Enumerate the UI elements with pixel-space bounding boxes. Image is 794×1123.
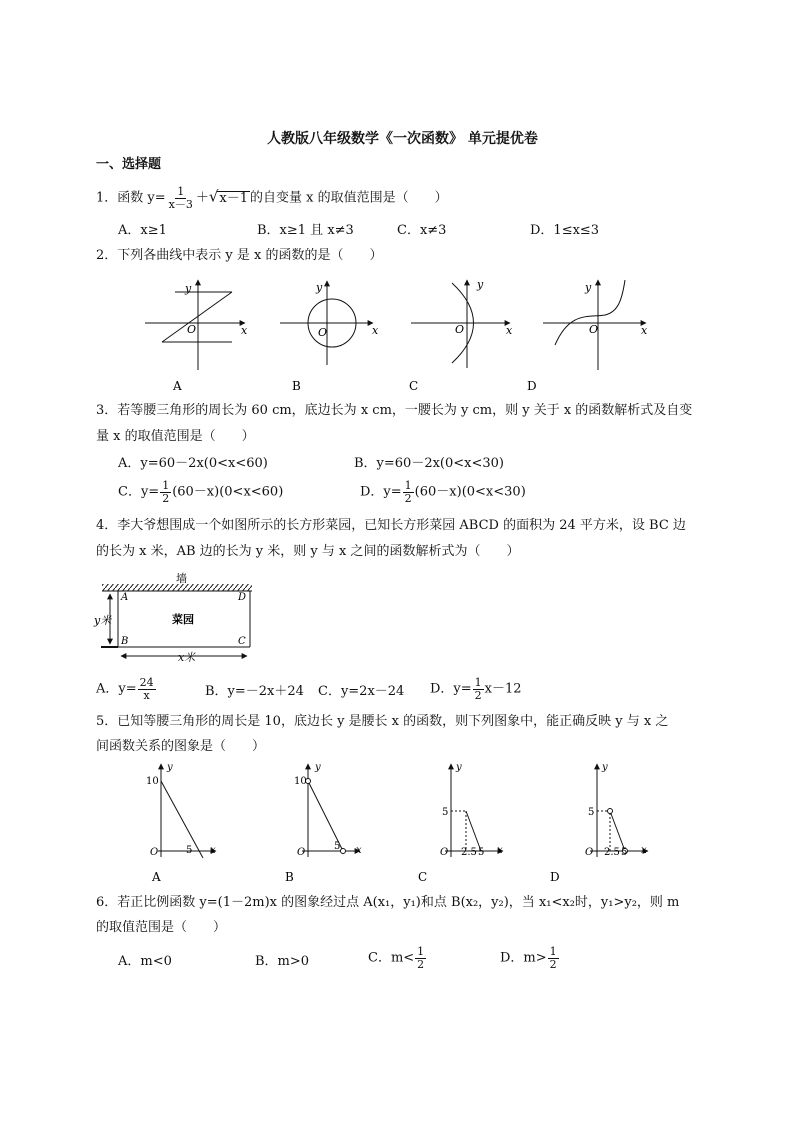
q5-b-axis-y: y bbox=[315, 762, 321, 773]
q5-d-axis-x: x bbox=[641, 845, 647, 856]
q5-label-a: A bbox=[152, 870, 161, 884]
q4-option-b: B．y=－2x＋24 bbox=[205, 684, 304, 699]
q5-d-tick-25: 2.5 bbox=[604, 847, 620, 858]
q5-a-origin: O bbox=[150, 847, 159, 858]
section-heading: 一、选择题 bbox=[96, 157, 162, 172]
q4-vertex-b: B bbox=[121, 636, 129, 647]
q6-option-c: C．m< $\frac{1}{2}$ bbox=[368, 945, 425, 971]
q5-b-tick-10: 10 bbox=[294, 776, 307, 787]
q2-d-axis-y: y bbox=[585, 281, 592, 294]
q4-vertex-d: D bbox=[238, 592, 247, 603]
q2-c-origin: O bbox=[455, 323, 465, 336]
q1-option-a: A．x≥1 bbox=[118, 223, 167, 238]
q3-option-d: D．y= $\frac{1}{2}$ (60－x)(0<x<30) bbox=[360, 479, 526, 505]
q4-option-a: A．y= $\frac{24}{x}$ bbox=[96, 676, 154, 702]
q1-option-b: B．x≥1 且 x≠3 bbox=[257, 223, 354, 238]
q6-line1: 6．若正比例函数 y=(1－2m)x 的图象经过点 A(x₁，y₁)和点 B(x₂，y₂)，当 x₁<x₂时，y₁>y₂，则 m bbox=[96, 895, 680, 910]
q5-c-axis-y: y bbox=[456, 762, 462, 773]
q4-option-c: C．y=2x－24 bbox=[318, 684, 405, 699]
q1-fraction: $\frac{1}{x-3}$ bbox=[168, 185, 193, 211]
q2-d-origin: O bbox=[589, 323, 599, 336]
q5-a-tick-5: 5 bbox=[186, 845, 193, 856]
q2-b-axis-y: y bbox=[316, 281, 323, 294]
q4-option-d: D．y= $\frac{1}{2}$ x－12 bbox=[430, 676, 522, 702]
q2-c-axis-y: y bbox=[477, 278, 484, 291]
q5-a-axis-y: y bbox=[167, 762, 173, 773]
q2-graph-b bbox=[280, 281, 373, 365]
q2-label-b: B bbox=[292, 379, 301, 393]
q6-line2: 的取值范围是（ ） bbox=[96, 920, 227, 935]
q2-b-origin: O bbox=[318, 326, 328, 339]
q3-line1: 3．若等腰三角形的周长为 60 cm，底边长为 x cm，一腰长为 y cm，则 y 关于 x 的函数解析式及自变 bbox=[96, 403, 693, 418]
q5-graph-c bbox=[445, 764, 503, 857]
q2-label-c: C bbox=[409, 379, 419, 393]
q4-y-label: y米 bbox=[94, 614, 112, 627]
q5-b-axis-x: x bbox=[356, 845, 362, 856]
q2-d-axis-x: x bbox=[641, 324, 648, 337]
q1-stem: 1．函数 y= $\frac{1}{x-3}$ ＋√x－1 的自变量 x 的取值范围是（ ） bbox=[96, 185, 448, 211]
q5-graph-a bbox=[158, 764, 216, 858]
q6-option-b: B．m>0 bbox=[255, 954, 310, 969]
page-title: 人教版八年级数学《一次函数》 单元提优卷 bbox=[267, 131, 538, 147]
q2-b-axis-x: x bbox=[372, 324, 379, 337]
q2-stem: 2．下列各曲线中表示 y 是 x 的函数的是（ ） bbox=[96, 248, 383, 263]
q5-a-tick-10: 10 bbox=[146, 776, 159, 787]
q1-option-d: D．1≤x≤3 bbox=[530, 223, 600, 238]
q5-c-axis-x: x bbox=[497, 845, 503, 856]
q5-label-c: C bbox=[418, 870, 428, 884]
q4-line1: 4．李大爷想围成一个如图所示的长方形菜园，已知长方形菜园 ABCD 的面积为 24 平方米，设 BC 边 bbox=[96, 518, 686, 533]
q5-graph-d bbox=[590, 764, 648, 857]
q3-line2: 量 x 的取值范围是（ ） bbox=[96, 429, 255, 444]
q6-option-a: A．m<0 bbox=[118, 954, 172, 969]
q5-d-origin: O bbox=[585, 847, 594, 858]
q5-c-tick-25: 2.5 bbox=[461, 847, 477, 858]
q5-line1: 5．已知等腰三角形的周长是 10，底边长 y 是腰长 x 的函数，则下列图象中，能正确反映 y 与 x 之 bbox=[96, 714, 669, 729]
q5-c-tick-5: 5 bbox=[442, 807, 449, 818]
q2-a-origin: O bbox=[187, 323, 197, 336]
q3-option-b: B．y=60－2x(0<x<30) bbox=[354, 456, 505, 471]
q3-option-a: A．y=60－2x(0<x<60) bbox=[118, 456, 268, 471]
q4-x-label: x米 bbox=[178, 651, 196, 664]
q5-graph-b bbox=[302, 764, 360, 857]
q2-a-axis-y: y bbox=[185, 282, 192, 295]
q4-vertex-a: A bbox=[121, 592, 129, 603]
q2-label-d: D bbox=[527, 379, 537, 393]
q2-a-axis-x: x bbox=[241, 324, 248, 337]
q5-label-b: B bbox=[285, 870, 294, 884]
q5-d-tick-5: 5 bbox=[588, 807, 595, 818]
q5-b-tick-5: 5 bbox=[334, 841, 341, 852]
q6-option-d: D．m> $\frac{1}{2}$ bbox=[500, 945, 557, 971]
q1-option-c: C．x≠3 bbox=[397, 223, 447, 238]
q5-label-d: D bbox=[550, 870, 560, 884]
q4-vertex-c: C bbox=[238, 636, 246, 647]
q5-a-axis-x: x bbox=[210, 845, 216, 856]
q5-d-axis-y: y bbox=[602, 762, 608, 773]
q2-c-axis-x: x bbox=[506, 324, 513, 337]
q4-garden-label: 菜园 bbox=[172, 613, 194, 626]
q4-wall-label: 墙 bbox=[176, 572, 187, 585]
q4-line2: 的长为 x 米，AB 边的长为 y 米，则 y 与 x 之间的函数解析式为（ ） bbox=[96, 544, 520, 559]
q3-option-c: C．y= $\frac{1}{2}$ (60－x)(0<x<60) bbox=[118, 479, 284, 505]
q5-line2: 间函数关系的图象是（ ） bbox=[96, 739, 266, 754]
q5-c-origin: O bbox=[440, 847, 449, 858]
q5-c-tick-5x: 5 bbox=[478, 847, 485, 858]
q5-b-origin: O bbox=[297, 847, 306, 858]
q5-d-tick-5x: 5 bbox=[621, 847, 628, 858]
q2-label-a: A bbox=[173, 379, 182, 393]
